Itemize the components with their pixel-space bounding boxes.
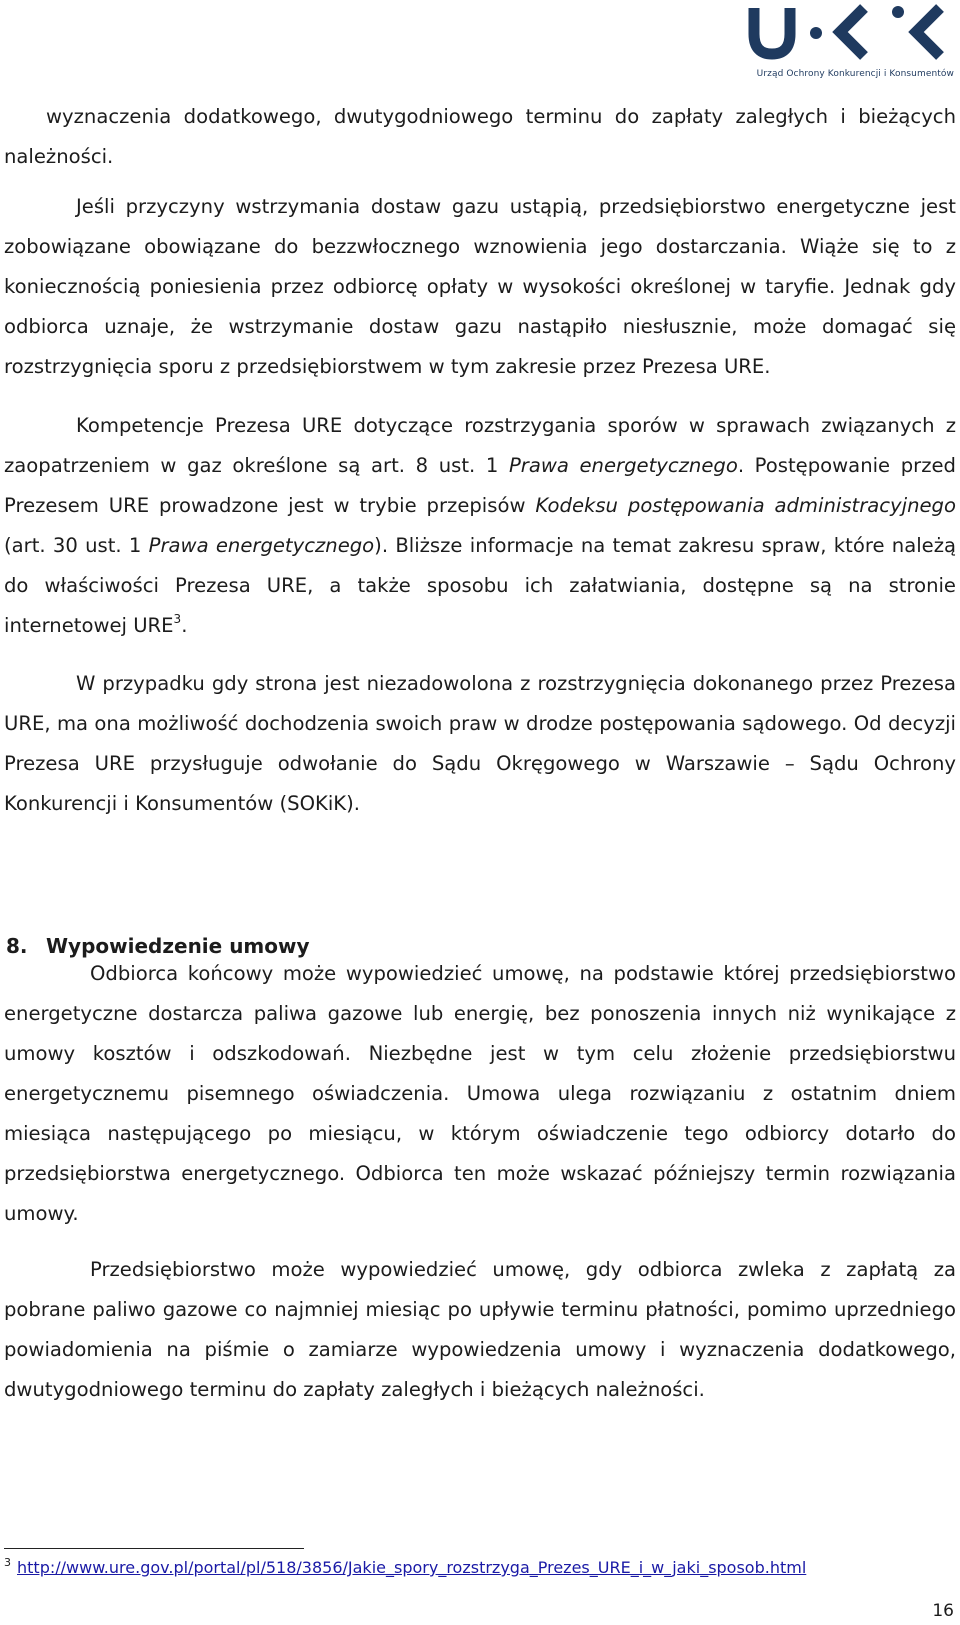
text-run: . Postępowanie przed Prezesem URE prowadzone jest w trybie przepisów bbox=[4, 454, 956, 517]
paragraph-text: Odbiorca końcowy może wypowiedzieć umowę, na podstawie której przedsiębiorstwo energetyczne dostarcza paliwa gazowe lub energię, bez ponoszenia innych niż wynikające z umowy kosztów i odszkodowań. Niezbędne jest w tym celu złożenie przedsiębiorstwu energetycznemu pisemnego oświadczenia. Umowa ulega rozwiązaniu z ostatnim dniem miesiąca następującego po miesiącu, w którym oświadczenie tego odbiorcy dotarło do przedsiębiorstwa energetycznego. Odbiorca ten może wskazać późniejszy termin rozwiązania umowy. bbox=[4, 962, 956, 1225]
paragraph-text: wyznaczenia dodatkowego, dwutygodniowego terminu do zapłaty zaległych i bieżących należności. bbox=[4, 105, 956, 168]
text-run: ). Bliższe informacje na temat zakresu spraw, które należą do właściwości Prezesa URE, a także sposobu ich załatwiania, dostępne są na stronie internetowej URE bbox=[4, 534, 956, 637]
footnote-number: 3 bbox=[4, 1556, 11, 1569]
italic-act-name: Kodeksu postępowania administracyjnego bbox=[535, 494, 956, 517]
section-number: 8. bbox=[6, 934, 28, 958]
paragraph-termination-company bbox=[4, 1250, 956, 1410]
italic-act-name: Prawa energetycznego bbox=[508, 454, 738, 477]
paragraph-termination-customer bbox=[4, 954, 956, 1234]
uokik-logo-mark bbox=[748, 2, 954, 68]
logo-caption: Urząd Ochrony Konkurencji i Konsumentów bbox=[756, 69, 954, 79]
paragraph-text: W przypadku gdy strona jest niezadowolona z rozstrzygnięcia dokonanego przez Prezesa URE, ma ona możliwość dochodzenia swoich praw w drodze postępowania sądowego. Od decyzji Prezesa URE przysługuje odwołanie do Sądu Okręgowego w Warszawie – Sądu Ochrony Konkurencji i Konsumentów (SOKiK). bbox=[4, 672, 956, 815]
paragraph-text bbox=[4, 406, 956, 646]
paragraph-text: Jeśli przyczyny wstrzymania dostaw gazu ustąpią, przedsiębiorstwo energetyczne jest zobowiązane obowiązane do bezzwłocznego wznowienia jego dostarczania. Wiąże się to z koniecznością poniesienia przez odbiorcę opłaty w wysokości określonej w taryfie. Jednak gdy odbiorca uznaje, że wstrzymanie dostaw gazu nastąpiło niesłusznie, może domagać się rozstrzygnięcia sporu z przedsiębiorstwem w tym zakresie przez Prezesa URE. bbox=[4, 195, 956, 378]
page-number: 16 bbox=[932, 1601, 954, 1621]
text-run: (art. 30 ust. 1 bbox=[4, 534, 149, 557]
section-title: Wypowiedzenie umowy bbox=[46, 934, 310, 958]
footnote-reference[interactable]: 3 bbox=[173, 612, 182, 626]
paragraph-continued bbox=[4, 97, 956, 177]
text-run: . bbox=[181, 614, 188, 637]
paragraph-text: Przedsiębiorstwo może wypowiedzieć umowę, gdy odbiorca zwleka z zapłatą za pobrane paliwo gazowe co najmniej miesiąc po upływie terminu płatności, pomimo uprzedniego powiadomienia na piśmie o zamiarze wypowiedzenia umowy i wyznaczenia dodatkowego, dwutygodniowego terminu do zapłaty zaległych i bieżących należności. bbox=[4, 1258, 956, 1401]
paragraph-appeal bbox=[4, 664, 956, 824]
italic-act-name: Prawa energetycznego bbox=[148, 534, 375, 557]
paragraph-competences bbox=[4, 406, 956, 646]
uokik-logo bbox=[748, 2, 954, 86]
footnote-link[interactable]: http://www.ure.gov.pl/portal/pl/518/3856/Jakie_spory_rozstrzyga_Prezes_URE_i_w_jaki_sposob.html bbox=[17, 1558, 807, 1577]
footnote-divider bbox=[4, 1548, 304, 1549]
footnote bbox=[4, 1553, 806, 1578]
paragraph-resumption bbox=[4, 187, 956, 387]
text-run: Kompetencje Prezesa URE dotyczące rozstrzygania sporów w sprawach związanych z zaopatrzeniem w gaz określone są art. 8 ust. 1 bbox=[4, 414, 956, 477]
